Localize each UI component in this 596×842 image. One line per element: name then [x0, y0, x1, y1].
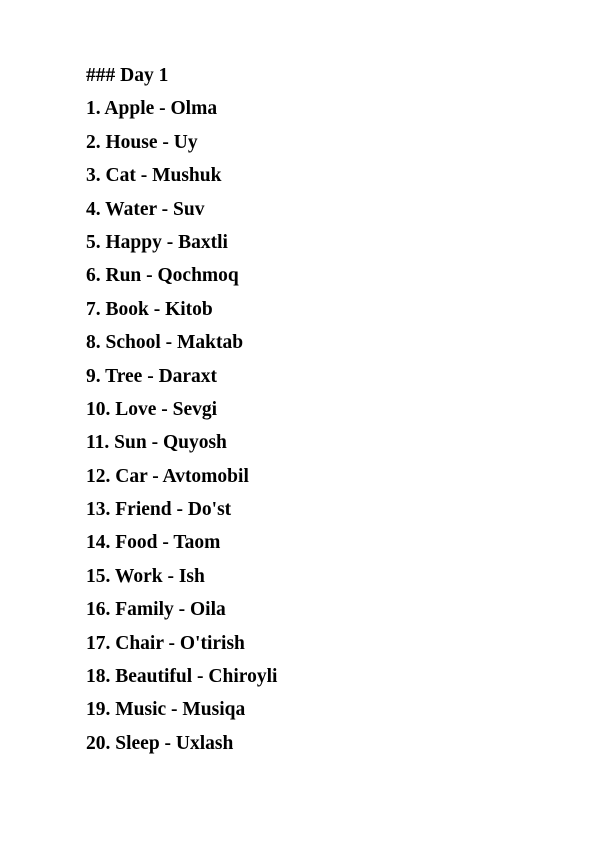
- list-item: 15. Work - Ish: [86, 565, 205, 587]
- list-item: 19. Music - Musiqa: [86, 699, 246, 721]
- list-item: 9. Tree - Daraxt: [86, 365, 218, 387]
- list-item: 17. Chair - O'tirish: [86, 632, 245, 654]
- list-item: 1. Apple - Olma: [86, 98, 218, 120]
- list-item: 18. Beautiful - Chiroyli: [86, 666, 278, 688]
- list-item: 7. Book - Kitob: [86, 298, 213, 320]
- list-item: 2. House - Uy: [86, 131, 198, 153]
- list-item: 16. Family - Oila: [86, 599, 226, 621]
- list-item: 13. Friend - Do'st: [86, 499, 232, 521]
- list-item: 14. Food - Taom: [86, 532, 221, 554]
- vocabulary-list: [86, 92, 556, 760]
- list-item: 11. Sun - Quyosh: [86, 432, 227, 454]
- list-item: 12. Car - Avtomobil: [86, 465, 249, 487]
- list-item: 4. Water - Suv: [86, 198, 205, 220]
- list-item: 6. Run - Qochmoq: [86, 265, 239, 287]
- document-content: [86, 59, 556, 760]
- list-item: 3. Cat - Mushuk: [86, 165, 222, 187]
- list-item: 5. Happy - Baxtli: [86, 231, 228, 253]
- list-item: 8. School - Maktab: [86, 332, 244, 354]
- list-item: 20. Sleep - Uxlash: [86, 732, 234, 754]
- section-heading: ### Day 1: [86, 65, 169, 86]
- list-item: 10. Love - Sevgi: [86, 398, 218, 420]
